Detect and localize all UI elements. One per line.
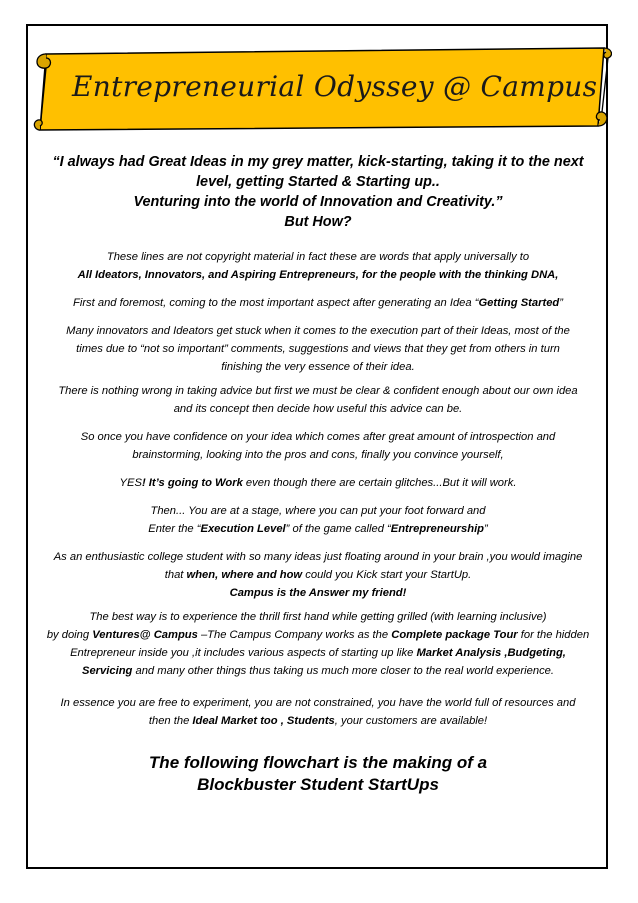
bold-text: Ventures@ Campus bbox=[92, 629, 198, 641]
paragraph-essence bbox=[32, 694, 604, 730]
text-line: In essence you are free to experiment, you are not constrained, you have the world full of resources and bbox=[60, 697, 576, 709]
title-banner bbox=[32, 44, 612, 134]
text-line: Many innovators and Ideators get stuck when it comes to the execution part of their Ideas, most of the bbox=[66, 325, 570, 337]
bold-text: Getting Started bbox=[478, 297, 560, 309]
bold-text: Campus is the Answer my friend! bbox=[229, 587, 407, 599]
paragraph-first: First and foremost, coming to the most important aspect after generating an Idea “Getting Started” bbox=[73, 297, 563, 309]
text-line: Servicing and many other things thus taking us much more closer to the real world experience. bbox=[82, 665, 554, 677]
paragraph-execution bbox=[32, 502, 604, 538]
closing-line: Blockbuster Student StartUps bbox=[197, 775, 439, 794]
opening-quote bbox=[32, 152, 604, 232]
text-line: then the Ideal Market too , Students, your customers are available! bbox=[148, 715, 488, 727]
paragraph-yes: YES! It’s going to Work even though there are certain glitches...But it will work. bbox=[119, 477, 517, 489]
text-line: Then... You are at a stage, where you can put your foot forward and bbox=[150, 505, 486, 517]
text-line: There is nothing wrong in taking advice but first we must be clear & confident enough about our own idea bbox=[58, 385, 578, 397]
text-line: The best way is to experience the thrill first hand while getting grilled (with learning inclusive) bbox=[89, 611, 547, 623]
bold-text: All Ideators, Innovators, and Aspiring Entrepreneurs, for the people with the thinking DNA, bbox=[77, 269, 559, 281]
bold-text: Market Analysis ,Budgeting, bbox=[416, 647, 566, 659]
text-line bbox=[32, 266, 604, 284]
text-line: Enter the “Execution Level” of the game called “Entrepreneurship” bbox=[148, 523, 488, 535]
paragraph-confidence bbox=[32, 428, 604, 464]
paragraph-student bbox=[32, 548, 604, 602]
page-title: Entrepreneurial Odyssey @ Campus bbox=[72, 70, 598, 103]
text-line: These lines are not copyright material in fact these are words that apply universally to bbox=[106, 251, 530, 263]
bold-text: Servicing bbox=[82, 665, 133, 677]
closing-heading bbox=[32, 752, 604, 796]
paragraph-innovators bbox=[32, 322, 604, 376]
document-body bbox=[32, 152, 604, 796]
text-line: Entrepreneur inside you ,it includes various aspects of starting up like Market Analysis ,Budgeting, bbox=[70, 647, 566, 659]
paragraph-best-way bbox=[32, 608, 604, 680]
text-line bbox=[32, 584, 604, 602]
quote-line: “I always had Great Ideas in my grey matter, kick-starting, taking it to the next bbox=[52, 154, 584, 170]
closing-line: The following flowchart is the making of a bbox=[148, 753, 488, 772]
quote-line: level, getting Started & Starting up.. bbox=[196, 174, 440, 190]
text-line: by doing Ventures@ Campus –The Campus Company works as the Complete package Tour for the hidden bbox=[46, 629, 590, 641]
paragraph-intro bbox=[32, 248, 604, 284]
quote-line: Venturing into the world of Innovation and Creativity.” bbox=[133, 194, 503, 210]
text-line: times due to “not so important” comments, suggestions and views that they get from others in turn bbox=[76, 343, 560, 355]
text-line: So once you have confidence on your idea which comes after great amount of introspection and bbox=[80, 431, 556, 443]
bold-text: when, where and how bbox=[186, 569, 303, 581]
text-line: finishing the very essence of their idea. bbox=[221, 361, 415, 373]
text-line: As an enthusiastic college student with so many ideas just floating around in your brain ,you would imagine bbox=[53, 551, 583, 563]
text-line: that when, where and how could you Kick start your StartUp. bbox=[164, 569, 472, 581]
quote-line: But How? bbox=[284, 214, 352, 230]
bold-text: ! It’s going to Work bbox=[141, 477, 243, 489]
bold-text: Ideal Market too , Students bbox=[192, 715, 335, 727]
paragraph-advice bbox=[32, 382, 604, 418]
text-line: and its concept then decide how useful this advice can be. bbox=[173, 403, 463, 415]
text-line: brainstorming, looking into the pros and cons, finally you convince yourself, bbox=[132, 449, 504, 461]
bold-text: Execution Level bbox=[200, 523, 286, 535]
bold-text: Complete package Tour bbox=[391, 629, 518, 641]
bold-text: Entrepreneurship bbox=[390, 523, 485, 535]
